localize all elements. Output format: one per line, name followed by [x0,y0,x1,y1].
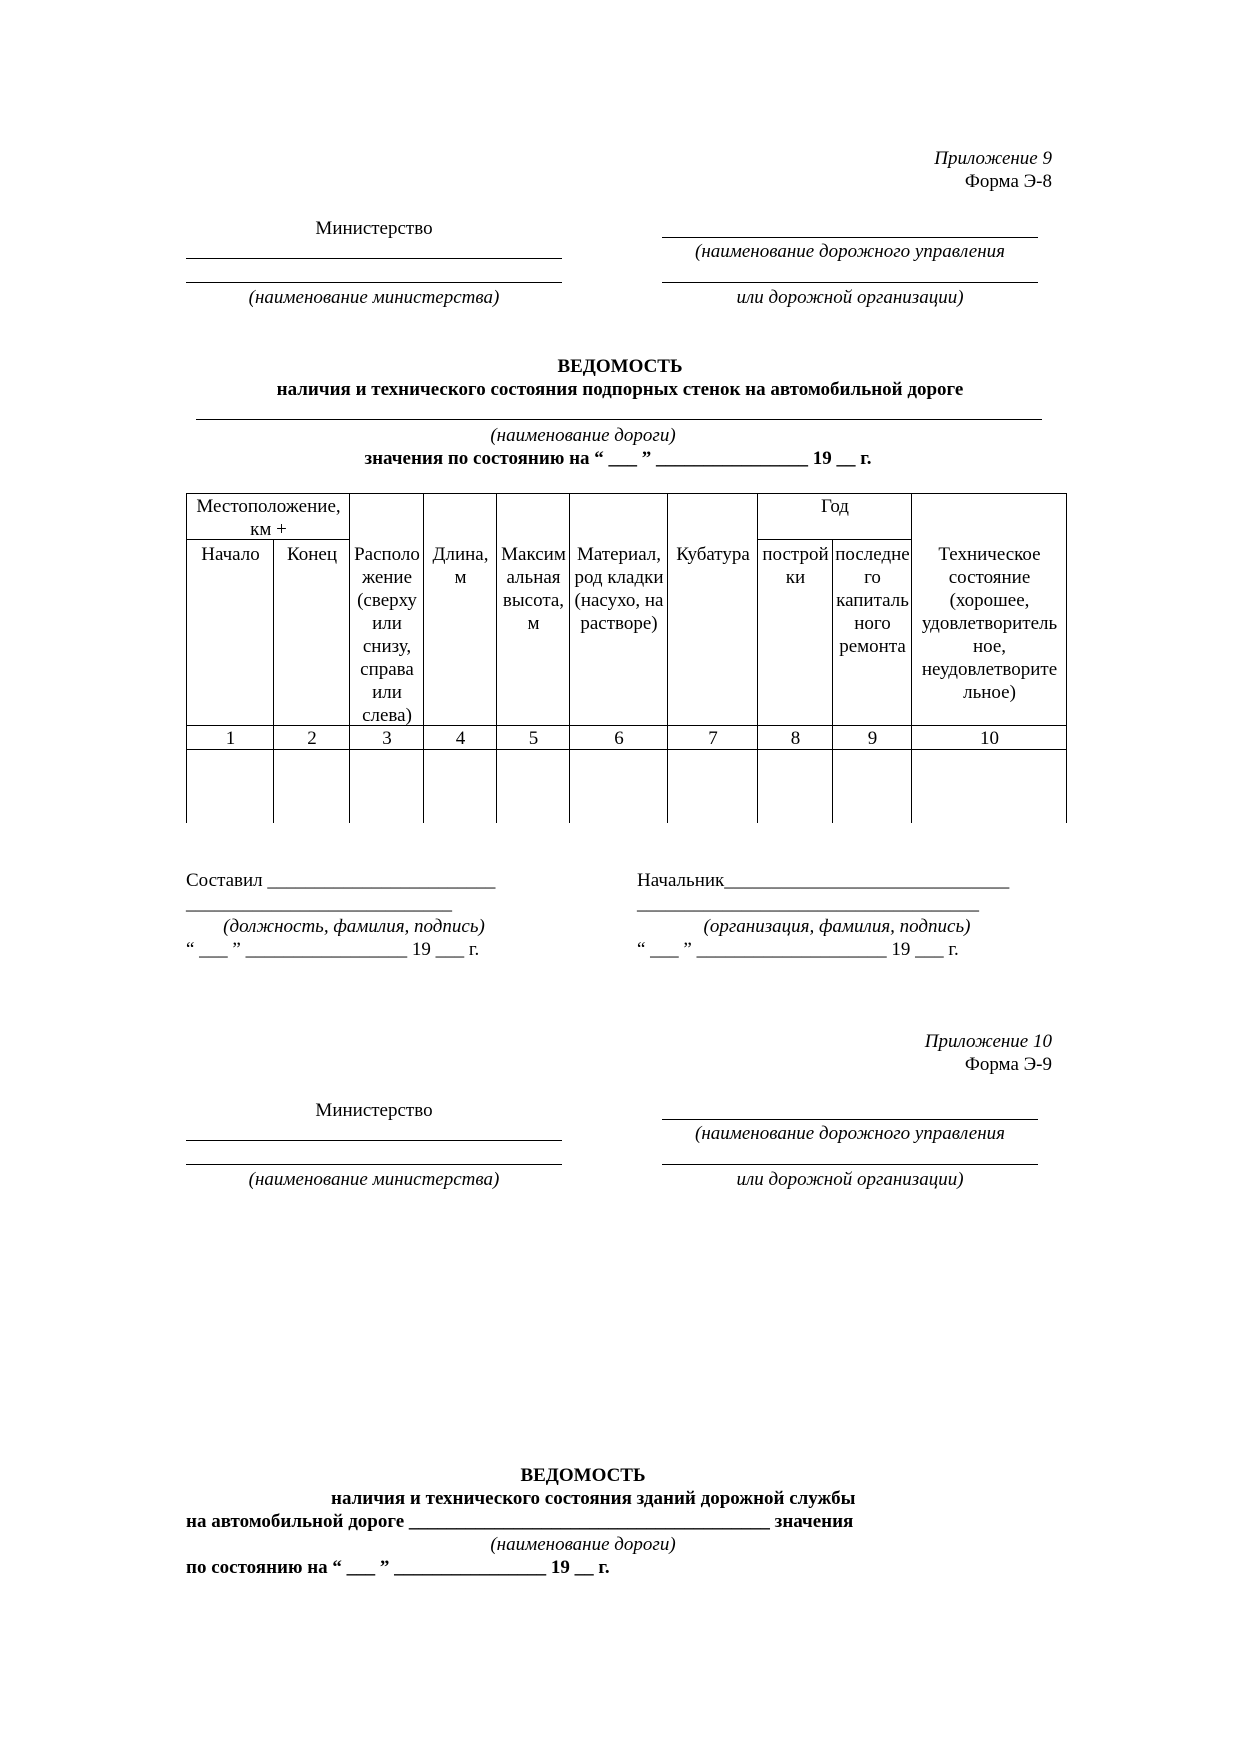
ministry-field-line-1[interactable] [186,258,562,259]
column-number: 9 [867,728,878,749]
document-subtitle: наличия и технического состояния зданий дорожной службы [331,1488,856,1509]
org-caption-1: (наименование дорожного управления [695,241,1005,262]
compiled-by-caption: (должность, фамилия, подпись) [223,916,485,937]
road-name-caption: (наименование дороги) [490,1534,676,1555]
ministry-label: Министерство [315,218,433,239]
form-code: Форма Э-8 [964,171,1052,192]
retaining-walls-table [186,493,1067,823]
header-start: Начало [201,544,260,565]
org-caption-2: или дорожной организации) [736,287,964,308]
chief-caption: (организация, фамилия, подпись) [703,916,971,937]
ministry-field-line-2[interactable] [186,282,562,283]
column-number: 8 [790,728,801,749]
org-caption-1: (наименование дорожного управления [695,1123,1005,1144]
column-number: 2 [307,728,317,749]
ministry-label: Министерство [315,1100,433,1121]
column-number: 1 [225,728,236,749]
column-number: 5 [528,728,539,749]
header-position: Располо жение (сверху или снизу, справа или слева) [354,544,420,726]
column-number: 3 [382,728,392,749]
header-length: Длина, м [432,544,489,588]
header-technical-condition: Техническое состояние (хорошее, удовлетворитель ное, неудовлетворите льное) [921,544,1058,703]
road-name-caption: (наименование дороги) [490,425,676,446]
header-year-built: построй ки [762,544,829,588]
report-date-line: значения по состоянию на “ ___ ” ________________ 19 __ г. [364,448,872,469]
header-volume: Кубатура [676,544,750,565]
column-number: 7 [708,728,718,749]
compiled-by-field[interactable]: Составил ________________________ [186,870,496,891]
table-row-empty[interactable] [186,751,1067,823]
header-material: Материал, род кладки (насухо, на растворе) [574,544,664,634]
header-group-location: Местоположение, км + [196,496,341,540]
org-field-line-1[interactable] [662,237,1038,238]
header-end: Конец [287,544,337,565]
compiled-by-line-2[interactable]: ____________________________ [186,893,452,914]
header-year-last-repair: последне го капиталь ного ремонта [835,544,910,657]
report-date-line[interactable]: по состоянию на “ ___ ” ________________ 19 __ г. [186,1557,610,1578]
ministry-caption: (наименование министерства) [248,1169,500,1190]
road-name-field-line[interactable] [196,419,1042,420]
column-number: 10 [980,728,999,749]
ministry-caption: (наименование министерства) [248,287,500,308]
header-group-year: Год [821,496,849,517]
header-max-height: Максим альная высота, м [501,544,566,634]
chief-date-field[interactable]: “ ___ ” ____________________ 19 ___ г. [637,939,959,960]
form-code: Форма Э-9 [964,1054,1052,1075]
road-name-field[interactable]: на автомобильной дороге ______________________________________ значения [186,1511,854,1532]
org-field-line-1[interactable] [662,1119,1038,1120]
ministry-field-line-1[interactable] [186,1140,562,1141]
org-field-line-2[interactable] [662,1164,1038,1165]
document-title: ВЕДОМОСТЬ [557,356,683,377]
compiled-date-field[interactable]: “ ___ ” _________________ 19 ___ г. [186,939,480,960]
org-field-line-2[interactable] [662,282,1038,283]
chief-line-2[interactable]: ____________________________________ [637,893,979,914]
column-number: 4 [455,728,466,749]
column-number: 6 [614,728,624,749]
document-subtitle: наличия и технического состояния подпорных стенок на автомобильной дороге [276,379,964,400]
appendix-number: Приложение 9 [934,148,1052,169]
ministry-field-line-2[interactable] [186,1164,562,1165]
chief-field[interactable]: Начальник______________________________ [637,870,1010,891]
appendix-number: Приложение 10 [924,1031,1052,1052]
org-caption-2: или дорожной организации) [736,1169,964,1190]
document-title: ВЕДОМОСТЬ [520,1465,646,1486]
